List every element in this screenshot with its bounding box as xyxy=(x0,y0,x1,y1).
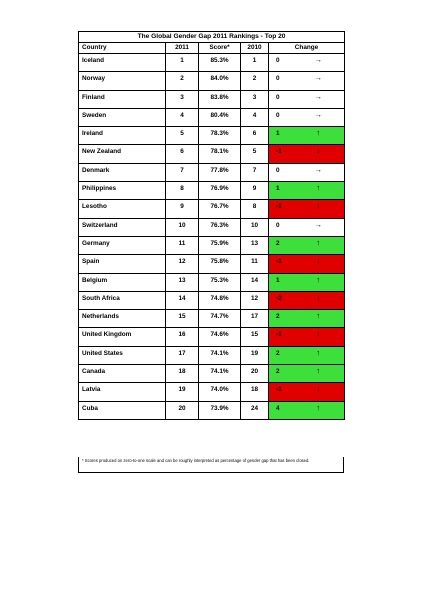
rank-2010-cell: 14 xyxy=(241,273,269,291)
rank-2011-cell: 8 xyxy=(166,182,199,200)
table-row xyxy=(79,401,345,419)
change-value-cell: 0 xyxy=(269,72,293,90)
change-arrow-cell: ↓ xyxy=(293,145,345,163)
rank-2010-cell: 17 xyxy=(241,310,269,328)
header-2010: 2010 xyxy=(241,43,269,54)
table-row xyxy=(79,72,345,90)
change-arrow-cell: ↑ xyxy=(293,127,345,145)
score-cell: 77.8% xyxy=(199,163,241,181)
table-row xyxy=(79,145,345,163)
change-arrow-cell: ↑ xyxy=(293,236,345,254)
table-row xyxy=(79,163,345,181)
score-cell: 83.8% xyxy=(199,90,241,108)
rank-2011-cell: 18 xyxy=(166,365,199,383)
rank-2011-cell: 13 xyxy=(166,273,199,291)
rank-2010-cell: 3 xyxy=(241,90,269,108)
country-cell: Latvia xyxy=(79,383,166,401)
change-value-cell: -1 xyxy=(269,328,293,346)
score-cell: 78.3% xyxy=(199,127,241,145)
rank-2010-cell: 11 xyxy=(241,255,269,273)
change-arrow-cell: ↓ xyxy=(293,383,345,401)
header-score: Score* xyxy=(199,43,241,54)
rank-2011-cell: 11 xyxy=(166,236,199,254)
rank-2011-cell: 17 xyxy=(166,346,199,364)
score-cell: 78.1% xyxy=(199,145,241,163)
change-arrow-cell: ↑ xyxy=(293,401,345,419)
rank-2010-cell: 8 xyxy=(241,200,269,218)
score-cell: 74.6% xyxy=(199,328,241,346)
country-cell: Ireland xyxy=(79,127,166,145)
change-value-cell: 0 xyxy=(269,90,293,108)
score-cell: 75.9% xyxy=(199,236,241,254)
score-cell: 75.8% xyxy=(199,255,241,273)
rank-2010-cell: 18 xyxy=(241,383,269,401)
score-cell: 74.8% xyxy=(199,291,241,309)
change-arrow-cell: ↓ xyxy=(293,200,345,218)
rank-2011-cell: 12 xyxy=(166,255,199,273)
change-value-cell: 0 xyxy=(269,54,293,72)
table-row xyxy=(79,310,345,328)
change-arrow-cell: → xyxy=(293,90,345,108)
table-row xyxy=(79,365,345,383)
change-value-cell: 1 xyxy=(269,182,293,200)
score-cell: 74.1% xyxy=(199,365,241,383)
change-value-cell: 4 xyxy=(269,401,293,419)
change-value-cell: 0 xyxy=(269,108,293,126)
table-row xyxy=(79,328,345,346)
rank-2011-cell: 5 xyxy=(166,127,199,145)
change-value-cell: -2 xyxy=(269,291,293,309)
rank-2011-cell: 16 xyxy=(166,328,199,346)
change-value-cell: -1 xyxy=(269,145,293,163)
rankings-table xyxy=(78,31,345,420)
country-cell: Netherlands xyxy=(79,310,166,328)
rank-2010-cell: 10 xyxy=(241,218,269,236)
rank-2010-cell: 15 xyxy=(241,328,269,346)
change-arrow-cell: ↑ xyxy=(293,182,345,200)
change-value-cell: 2 xyxy=(269,236,293,254)
table-row xyxy=(79,346,345,364)
table-row xyxy=(79,383,345,401)
rank-2011-cell: 2 xyxy=(166,72,199,90)
score-cell: 85.3% xyxy=(199,54,241,72)
score-cell: 76.9% xyxy=(199,182,241,200)
rank-2010-cell: 6 xyxy=(241,127,269,145)
header-country: Country xyxy=(79,43,166,54)
country-cell: Denmark xyxy=(79,163,166,181)
change-value-cell: 0 xyxy=(269,163,293,181)
table-row xyxy=(79,236,345,254)
country-cell: Finland xyxy=(79,90,166,108)
table-row xyxy=(79,90,345,108)
country-cell: Cuba xyxy=(79,401,166,419)
change-arrow-cell: ↑ xyxy=(293,273,345,291)
change-value-cell: -1 xyxy=(269,200,293,218)
change-value-cell: -1 xyxy=(269,255,293,273)
table-title: The Global Gender Gap 2011 Rankings - Top 20 xyxy=(79,32,345,43)
score-cell: 80.4% xyxy=(199,108,241,126)
table-row xyxy=(79,54,345,72)
rank-2011-cell: 4 xyxy=(166,108,199,126)
rank-2010-cell: 20 xyxy=(241,365,269,383)
change-arrow-cell: ↑ xyxy=(293,365,345,383)
change-value-cell: 2 xyxy=(269,365,293,383)
score-cell: 76.7% xyxy=(199,200,241,218)
country-cell: New Zealand xyxy=(79,145,166,163)
rank-2010-cell: 5 xyxy=(241,145,269,163)
rank-2011-cell: 3 xyxy=(166,90,199,108)
rank-2010-cell: 12 xyxy=(241,291,269,309)
table-row xyxy=(79,273,345,291)
country-cell: Canada xyxy=(79,365,166,383)
table-row xyxy=(79,200,345,218)
change-arrow-cell: ↓ xyxy=(293,255,345,273)
country-cell: Spain xyxy=(79,255,166,273)
change-value-cell: -1 xyxy=(269,383,293,401)
change-arrow-cell: ↓ xyxy=(293,328,345,346)
country-cell: Sweden xyxy=(79,108,166,126)
rank-2011-cell: 15 xyxy=(166,310,199,328)
rank-2010-cell: 19 xyxy=(241,346,269,364)
change-value-cell: 2 xyxy=(269,310,293,328)
rank-2011-cell: 7 xyxy=(166,163,199,181)
score-cell: 76.3% xyxy=(199,218,241,236)
country-cell: Lesotho xyxy=(79,200,166,218)
rank-2010-cell: 1 xyxy=(241,54,269,72)
footnote: * Scores produced on zero-to-one scale and can be roughly interpreted as percentage of gender gap that has been closed. xyxy=(78,457,344,473)
rank-2011-cell: 14 xyxy=(166,291,199,309)
rank-2011-cell: 20 xyxy=(166,401,199,419)
table-title-row xyxy=(79,32,345,43)
change-arrow-cell: → xyxy=(293,218,345,236)
table-row xyxy=(79,182,345,200)
score-cell: 84.0% xyxy=(199,72,241,90)
rank-2011-cell: 1 xyxy=(166,54,199,72)
rank-2011-cell: 6 xyxy=(166,145,199,163)
score-cell: 73.9% xyxy=(199,401,241,419)
table-row xyxy=(79,108,345,126)
score-cell: 74.7% xyxy=(199,310,241,328)
rank-2010-cell: 7 xyxy=(241,163,269,181)
table-row xyxy=(79,291,345,309)
rank-2011-cell: 9 xyxy=(166,200,199,218)
change-value-cell: 1 xyxy=(269,273,293,291)
table-header-row xyxy=(79,43,345,54)
change-arrow-cell: → xyxy=(293,72,345,90)
country-cell: South Africa xyxy=(79,291,166,309)
table-row xyxy=(79,127,345,145)
country-cell: Philippines xyxy=(79,182,166,200)
change-arrow-cell: → xyxy=(293,163,345,181)
change-arrow-cell: → xyxy=(293,54,345,72)
change-arrow-cell: ↑ xyxy=(293,310,345,328)
header-change: Change xyxy=(269,43,345,54)
rank-2010-cell: 4 xyxy=(241,108,269,126)
rank-2011-cell: 10 xyxy=(166,218,199,236)
rank-2010-cell: 2 xyxy=(241,72,269,90)
header-2011: 2011 xyxy=(166,43,199,54)
table-row xyxy=(79,218,345,236)
change-value-cell: 2 xyxy=(269,346,293,364)
score-cell: 75.3% xyxy=(199,273,241,291)
change-arrow-cell: → xyxy=(293,108,345,126)
country-cell: Norway xyxy=(79,72,166,90)
change-value-cell: 1 xyxy=(269,127,293,145)
rank-2010-cell: 13 xyxy=(241,236,269,254)
score-cell: 74.0% xyxy=(199,383,241,401)
change-arrow-cell: ↑ xyxy=(293,346,345,364)
country-cell: United States xyxy=(79,346,166,364)
country-cell: Germany xyxy=(79,236,166,254)
change-arrow-cell: ↓ xyxy=(293,291,345,309)
rank-2011-cell: 19 xyxy=(166,383,199,401)
table-row xyxy=(79,255,345,273)
country-cell: Switzerland xyxy=(79,218,166,236)
rank-2010-cell: 9 xyxy=(241,182,269,200)
change-value-cell: 0 xyxy=(269,218,293,236)
country-cell: Iceland xyxy=(79,54,166,72)
country-cell: United Kingdom xyxy=(79,328,166,346)
country-cell: Belgium xyxy=(79,273,166,291)
rank-2010-cell: 24 xyxy=(241,401,269,419)
score-cell: 74.1% xyxy=(199,346,241,364)
